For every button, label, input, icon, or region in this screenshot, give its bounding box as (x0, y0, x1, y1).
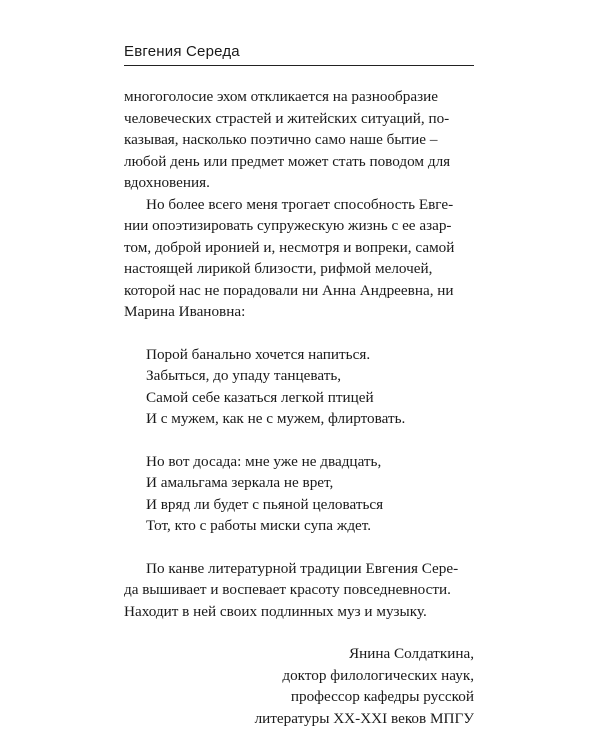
text-line: которой нас не порадовали ни Анна Андреевна, ни (124, 281, 454, 299)
paragraph-continuation (124, 86, 474, 194)
poem-line: Но вот досада: мне уже не двадцать, (146, 452, 382, 470)
paragraph-intro-poem (124, 194, 474, 323)
text-line: Но более всего меня трогает способность Евге- (146, 195, 454, 213)
signature-name: Янина Солдаткина, (348, 645, 474, 662)
signature-block (124, 643, 474, 729)
running-header (124, 43, 474, 66)
text-line: многоголосие эхом откликается на разнообразие (124, 88, 438, 105)
poem-line: Тот, кто с работы миски супа ждет. (146, 517, 372, 534)
poem-line: Самой себе казаться легкой птицей (146, 388, 374, 406)
paragraph-conclusion (124, 558, 474, 623)
poem-line: Забыться, до упаду танцевать, (146, 367, 342, 384)
poem-stanza-1 (146, 344, 474, 430)
text-line: настоящей лирикой близости, рифмой мелочей, (124, 260, 433, 277)
poem-line: И амальгама зеркала не врет, (146, 474, 334, 491)
text-line: да вышивает и воспевает красоту повседневности. (124, 581, 451, 598)
poem-stanza-2 (146, 451, 474, 537)
poem-line: Порой банально хочется напиться. (146, 345, 371, 363)
signature-department: литературы XX-XXI веков МПГУ (254, 709, 474, 727)
signature-degree: доктор филологических наук, (282, 666, 474, 684)
signature-position: профессор кафедры русской (290, 688, 474, 705)
poem-line: И с мужем, как не с мужем, флиртовать. (146, 410, 406, 427)
text-line: казывая, насколько поэтично само наше бытие – (124, 131, 438, 148)
text-line: человеческих страстей и житейских ситуаций, по- (124, 109, 450, 127)
header-author-name: Евгения Середа (124, 43, 240, 60)
poem-line: И вряд ли будет с пьяной целоваться (146, 495, 384, 513)
text-line: любой день или предмет может стать поводом для (124, 152, 451, 170)
text-line: том, доброй иронией и, несмотря и вопреки, самой (124, 238, 455, 256)
text-line: нии опоэтизировать супружескую жизнь с ее азар- (124, 217, 452, 234)
text-line: По канве литературной традиции Евгения Сере- (146, 559, 459, 577)
text-line: Марина Ивановна: (124, 303, 246, 320)
page-body (124, 86, 474, 729)
text-line: вдохновения. (124, 174, 210, 191)
text-line: Находит в ней своих подлинных муз и музыку. (124, 602, 427, 620)
